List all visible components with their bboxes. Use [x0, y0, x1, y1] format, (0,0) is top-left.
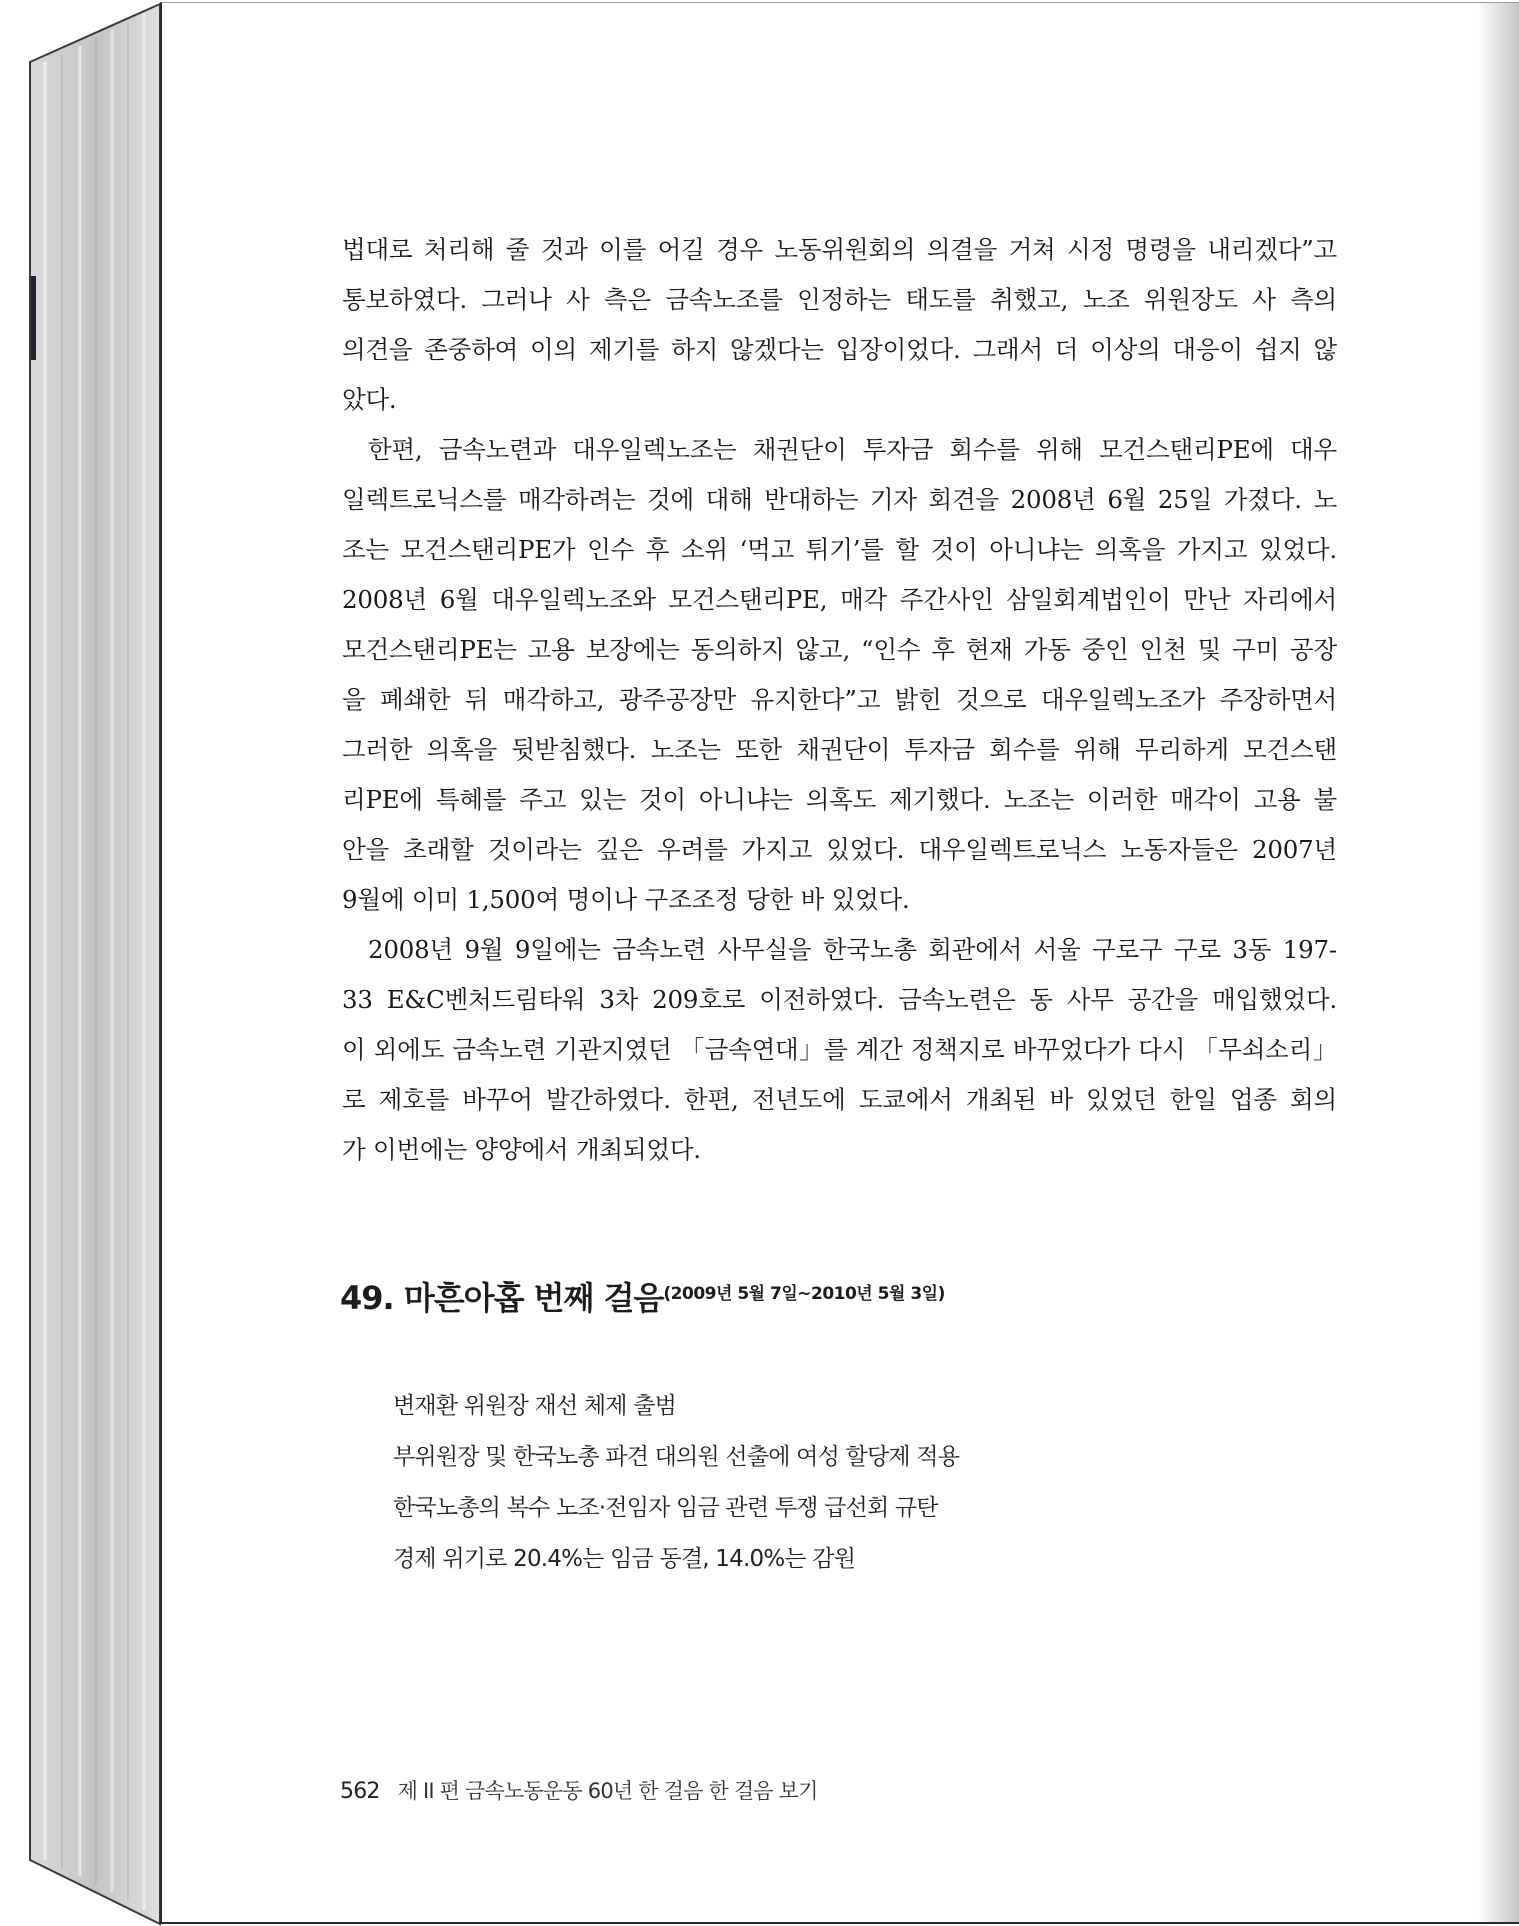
text-line: 모건스탠리PE는 고용 보장에는 동의하지 않고, “인수 후 현재 가동 중인 인천 및 구미 공장 — [342, 635, 1337, 664]
paragraph-2 — [342, 425, 1337, 925]
paragraph-3 — [342, 925, 1337, 1175]
text-line: 의견을 존중하여 이의 제기를 하지 않겠다는 입장이었다. 그래서 더 이상의 대응이 쉽지 않 — [342, 335, 1337, 364]
text-line: 이 외에도 금속노련 기관지였던 「금속연대」를 계간 정책지로 바꾸었다가 다시 「무쇠소리」 — [342, 1035, 1337, 1064]
text-line: 리PE에 특혜를 주고 있는 것이 아니냐는 의혹도 제기했다. 노조는 이러한 매각이 고용 불 — [342, 785, 1337, 814]
text-line: 법대로 처리해 줄 것과 이를 어길 경우 노동위원회의 의결을 거쳐 시정 명령을 내리겠다”고 — [342, 235, 1337, 264]
summary-item: 부위원장 및 한국노총 파견 대의원 선출에 여성 할당제 적용 — [393, 1444, 960, 1470]
text-line: 일렉트로닉스를 매각하려는 것에 대해 반대하는 기자 회견을 2008년 6월 25일 가졌다. 노 — [342, 485, 1337, 514]
body-text — [342, 225, 1337, 1175]
text-line: 조는 모건스탠리PE가 인수 후 소위 ‘먹고 튀기’를 할 것이 아니냐는 의혹을 가지고 있었다. — [342, 535, 1337, 564]
page-footer — [340, 1775, 818, 1805]
text-line: 2008년 9월 9일에는 금속노련 사무실을 한국노총 회관에서 서울 구로구 구로 3동 197- — [368, 935, 1337, 964]
text-line: 33 E&C벤처드림타워 3차 209호로 이전하였다. 금속노련은 동 사무 공간을 매입했었다. — [342, 985, 1337, 1014]
section-heading — [340, 1273, 945, 1319]
page-number: 562 — [340, 1779, 380, 1804]
text-line: 을 폐쇄한 뒤 매각하고, 광주공장만 유지한다”고 밝힌 것으로 대우일렉노조가 주장하면서 — [342, 685, 1337, 714]
summary-item: 변재환 위원장 재선 체제 출범 — [393, 1393, 677, 1419]
summary-item: 한국노총의 복수 노조·전임자 임금 관련 투쟁 급선회 규탄 — [393, 1495, 938, 1521]
text-line: 그러한 의혹을 뒷받침했다. 노조는 또한 채권단이 투자금 회수를 위해 무리하게 모건스탠 — [342, 735, 1337, 764]
text-line: 통보하였다. 그러나 사 측은 금속노조를 인정하는 태도를 취했고, 노조 위원장도 사 측의 — [342, 285, 1337, 314]
summary-item: 경제 위기로 20.4%는 임금 동결, 14.0%는 감원 — [393, 1546, 856, 1572]
text-line: 가 이번에는 양양에서 개최되었다. — [342, 1135, 701, 1164]
book-page — [160, 2, 1519, 1924]
text-line: 았다. — [342, 385, 397, 414]
page-gutter-shadow — [1477, 3, 1519, 1922]
section-title: 49. 마흔아홉 번째 걸음 — [340, 1279, 664, 1317]
text-line: 2008년 6월 대우일렉노조와 모건스탠리PE, 매각 주간사인 삼일회계법인이 만난 자리에서 — [342, 585, 1337, 614]
section-summary-list — [393, 1381, 959, 1585]
text-line: 안을 초래할 것이라는 깊은 우려를 가지고 있었다. 대우일렉트로닉스 노동자들은 2007년 — [342, 835, 1337, 864]
paragraph-1 — [342, 225, 1337, 425]
section-date-range: (2009년 5월 7일~2010년 5월 3일) — [663, 1284, 945, 1304]
text-line: 9월에 이미 1,500여 명이나 구조조정 당한 바 있었다. — [342, 885, 910, 914]
page-edge-graphic — [0, 0, 165, 1926]
text-line: 한편, 금속노련과 대우일렉노조는 채권단이 투자금 회수를 위해 모건스탠리PE에 대우 — [368, 435, 1337, 464]
running-title: 제 II 편 금속노동운동 60년 한 걸음 한 걸음 보기 — [397, 1779, 818, 1803]
book-page-edges — [0, 0, 165, 1926]
text-line: 로 제호를 바꾸어 발간하였다. 한편, 전년도에 도쿄에서 개최된 바 있었던 한일 업종 회의 — [342, 1085, 1337, 1114]
